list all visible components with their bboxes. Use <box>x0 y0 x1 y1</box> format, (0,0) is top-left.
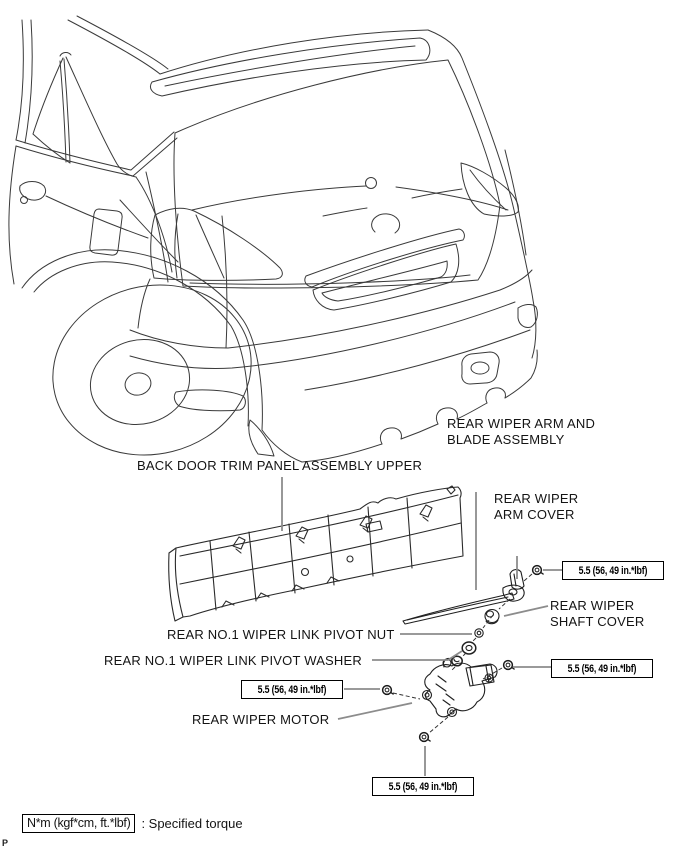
label-line: ARM COVER <box>494 507 575 522</box>
car-rear-view-illustration <box>9 16 537 476</box>
page-marker: P <box>2 838 9 848</box>
torque-legend-text: : Specified torque <box>141 816 243 831</box>
label-line: BLADE ASSEMBLY <box>447 432 565 447</box>
bolt-icon <box>383 686 394 695</box>
label-rear-wiper-shaft-cover <box>550 598 644 630</box>
torque-spec-box-right-bolt <box>551 659 653 678</box>
bolt-icon <box>533 566 544 575</box>
label-pivot-washer: REAR NO.1 WIPER LINK PIVOT WASHER <box>104 653 362 668</box>
wiper-motor-illustration <box>423 659 498 717</box>
label-back-door-trim-panel: BACK DOOR TRIM PANEL ASSEMBLY UPPER <box>137 458 423 473</box>
torque-spec-value: 5.5 (56, 49 in.*lbf) <box>567 662 637 675</box>
label-line: REAR WIPER <box>494 491 579 506</box>
wiper-arm-and-parts-illustration <box>403 570 524 666</box>
torque-spec-box-bottom-bolt <box>372 777 474 796</box>
label-line: REAR WIPER ARM AND <box>447 416 596 431</box>
torque-unit-box: N*m (kgf*cm, ft.*lbf) <box>22 814 135 833</box>
label-line: SHAFT COVER <box>550 614 645 629</box>
bolt-icons <box>383 566 544 742</box>
label-rear-wiper-motor: REAR WIPER MOTOR <box>192 712 330 727</box>
label-rear-wiper-arm-cover <box>494 491 578 523</box>
back-door-trim-panel-illustration <box>169 486 463 621</box>
bolt-icon <box>504 661 515 670</box>
torque-spec-box-arm-nut <box>562 561 664 580</box>
label-rear-wiper-arm-blade-assembly <box>447 416 595 448</box>
assembly-dashed-lines <box>393 574 532 733</box>
label-line: REAR WIPER <box>550 598 635 613</box>
torque-spec-box-left-bolt <box>241 680 343 699</box>
torque-legend <box>22 814 243 833</box>
label-pivot-nut: REAR NO.1 WIPER LINK PIVOT NUT <box>167 627 395 642</box>
torque-spec-value: 5.5 (56, 49 in.*lbf) <box>388 780 458 793</box>
bolt-icon <box>420 733 431 742</box>
torque-spec-value: 5.5 (56, 49 in.*lbf) <box>257 683 327 696</box>
torque-spec-value: 5.5 (56, 49 in.*lbf) <box>578 564 648 577</box>
